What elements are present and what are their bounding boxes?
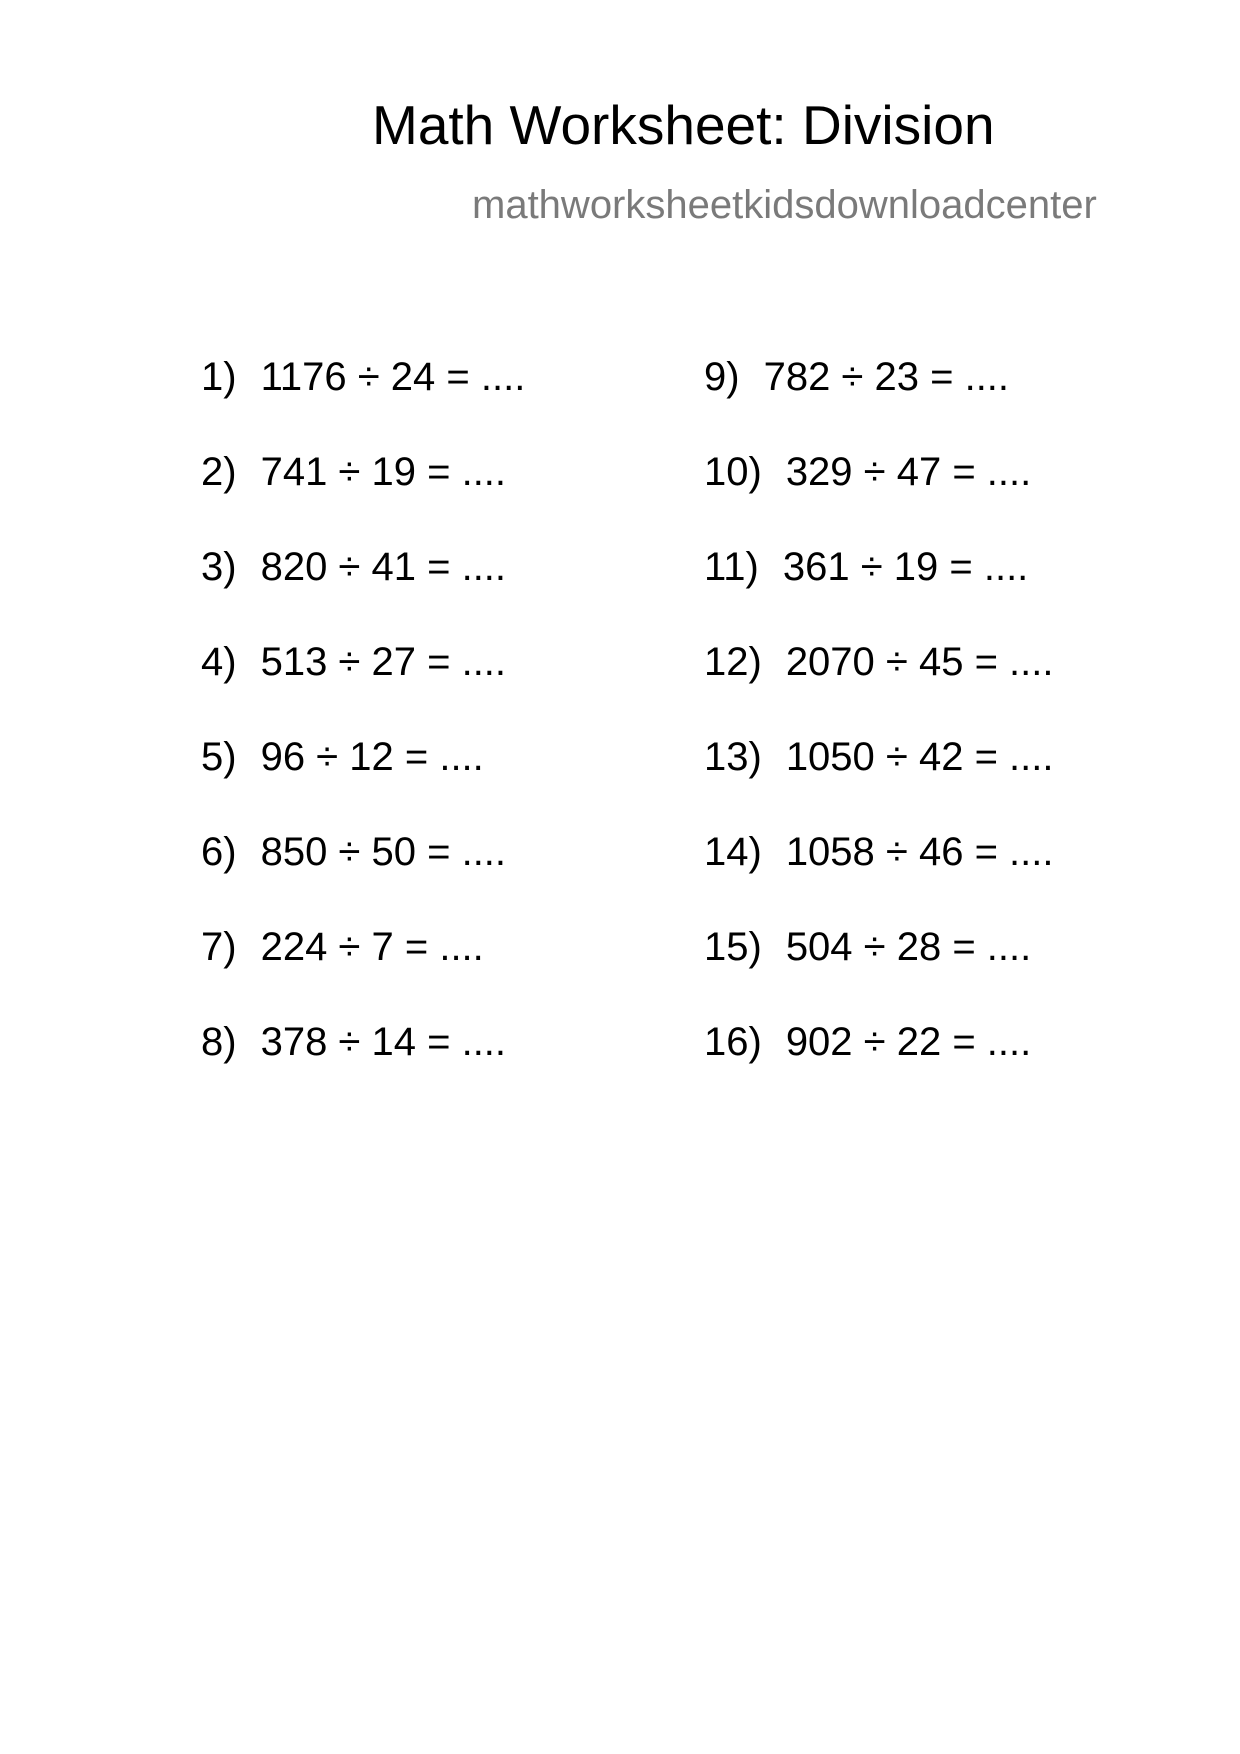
problem-item — [201, 638, 525, 733]
problem-item — [201, 828, 525, 923]
problem-expression: 1058 ÷ 46 = .... — [785, 830, 1054, 874]
problem-item — [201, 448, 525, 543]
problem-expression: 96 ÷ 12 = .... — [260, 735, 484, 779]
problem-item — [704, 828, 1054, 923]
problem-item — [201, 733, 525, 828]
problem-number: 4) — [201, 640, 237, 684]
problem-column-right — [704, 353, 1054, 1113]
problem-number: 14) — [704, 830, 762, 874]
problem-expression: 741 ÷ 19 = .... — [260, 450, 507, 494]
problem-number: 16) — [704, 1020, 762, 1064]
problem-number: 8) — [201, 1020, 237, 1064]
problem-expression: 1050 ÷ 42 = .... — [785, 735, 1054, 779]
problem-item — [704, 733, 1054, 828]
problem-expression: 902 ÷ 22 = .... — [785, 1020, 1032, 1064]
problem-item — [201, 543, 525, 638]
problem-item — [704, 923, 1054, 1018]
problem-item — [704, 448, 1054, 543]
problem-expression: 820 ÷ 41 = .... — [260, 545, 507, 589]
problem-number: 5) — [201, 735, 237, 779]
page-subtitle: mathworksheetkidsdownloadcenter — [472, 183, 1097, 227]
problem-expression: 224 ÷ 7 = .... — [260, 925, 484, 969]
problem-number: 11) — [704, 545, 759, 589]
problem-number: 10) — [704, 450, 762, 494]
problem-expression: 513 ÷ 27 = .... — [260, 640, 507, 684]
problem-item — [201, 353, 525, 448]
page-title: Math Worksheet: Division — [372, 94, 995, 156]
problem-number: 13) — [704, 735, 762, 779]
problem-expression: 329 ÷ 47 = .... — [785, 450, 1032, 494]
problem-expression: 850 ÷ 50 = .... — [260, 830, 507, 874]
problem-item — [704, 1018, 1054, 1113]
problem-expression: 361 ÷ 19 = .... — [782, 545, 1029, 589]
problem-number: 2) — [201, 450, 237, 494]
problem-number: 3) — [201, 545, 237, 589]
problem-number: 7) — [201, 925, 237, 969]
problem-item — [704, 638, 1054, 733]
problem-number: 1) — [201, 355, 237, 399]
problem-expression: 378 ÷ 14 = .... — [260, 1020, 507, 1064]
problem-item — [704, 353, 1054, 448]
problem-number: 6) — [201, 830, 237, 874]
problem-item — [704, 543, 1054, 638]
problem-column-left — [201, 353, 525, 1113]
problem-expression: 2070 ÷ 45 = .... — [785, 640, 1054, 684]
problem-item — [201, 1018, 525, 1113]
problem-number: 9) — [704, 355, 740, 399]
problem-expression: 1176 ÷ 24 = .... — [260, 355, 526, 399]
problem-number: 12) — [704, 640, 762, 684]
problem-expression: 782 ÷ 23 = .... — [763, 355, 1010, 399]
problem-expression: 504 ÷ 28 = .... — [785, 925, 1032, 969]
problem-item — [201, 923, 525, 1018]
problem-number: 15) — [704, 925, 762, 969]
